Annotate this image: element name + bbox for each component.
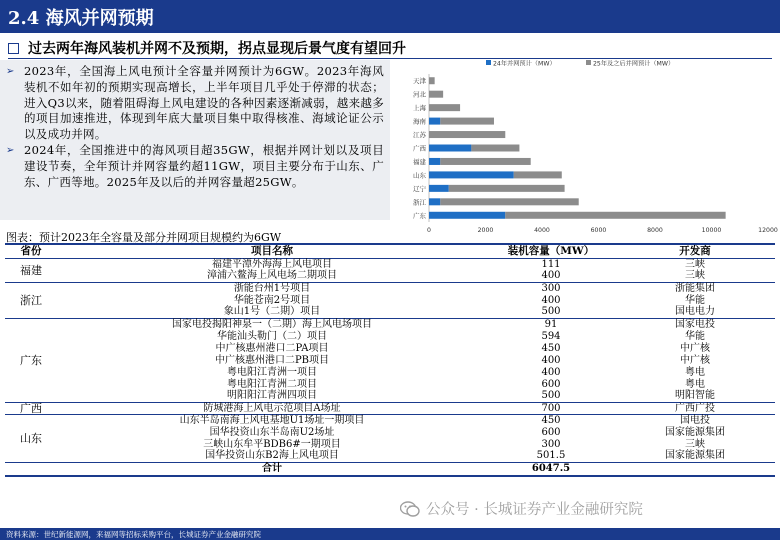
x-tick-label: 8000 <box>647 227 663 234</box>
capacity-cell: 400 <box>541 366 561 378</box>
square-bullet-icon <box>8 43 19 54</box>
legend-label: 25年及之后并网预计（MW） <box>593 60 675 68</box>
table-body <box>5 258 775 476</box>
developer-cell: 粤电 <box>685 378 705 390</box>
title-bar <box>0 0 780 33</box>
y-tick-label: 广东 <box>413 211 426 220</box>
bar-segment <box>429 118 440 125</box>
y-tick-label: 福建 <box>413 157 426 166</box>
project-cell: 华能汕头勒门（二）项目 <box>217 330 327 342</box>
legend-swatch <box>486 60 491 65</box>
legend-swatch <box>586 60 591 65</box>
project-cell: 华能苍南2号项目 <box>233 294 311 306</box>
developer-cell: 广西广投 <box>615 402 775 414</box>
capacity-cell: 400 <box>487 270 615 282</box>
y-tick-label: 广西 <box>413 144 426 153</box>
developer-cell: 国电投 <box>680 414 710 426</box>
table-row <box>5 402 775 414</box>
capacity-cell: 700 <box>487 402 615 414</box>
wechat-icon <box>400 501 420 517</box>
project-cell: 粤电阳江青洲二项目 <box>227 378 317 390</box>
table-row <box>5 390 775 402</box>
chart-svg <box>392 58 778 238</box>
developer-cell: 粤电 <box>685 366 705 378</box>
capacity-cell: 450 <box>541 414 561 426</box>
project-cell: 三峡山东牟平BDB6#一期项目 <box>203 438 341 450</box>
table-header-row <box>5 244 775 258</box>
x-tick-label: 12000 <box>758 227 778 234</box>
province-cell: 广西 <box>5 402 57 414</box>
total-value: 6047.5 <box>487 462 615 476</box>
capacity-cell: 300 <box>541 282 561 294</box>
y-tick-label: 河北 <box>413 90 426 99</box>
total-empty-cell <box>615 462 775 476</box>
bar-segment <box>429 171 514 178</box>
table-row <box>5 330 775 342</box>
capacity-cell: 600 <box>541 426 561 438</box>
total-label: 合计 <box>57 462 487 476</box>
y-tick-label: 江苏 <box>413 131 426 140</box>
project-table <box>5 243 775 477</box>
bullet-item <box>6 64 384 143</box>
x-tick-label: 2000 <box>477 227 494 234</box>
capacity-cell: 450 <box>541 342 561 354</box>
bar-segment <box>440 158 530 165</box>
table-row <box>5 414 775 426</box>
total-empty-cell <box>5 462 57 476</box>
bar-segment <box>505 212 725 219</box>
y-tick-label: 天津 <box>413 77 426 86</box>
bar-segment <box>429 77 435 84</box>
project-cell: 国华投资山东B2海上风电项目 <box>57 450 487 462</box>
header-developer: 开发商 <box>615 244 775 258</box>
capacity-cell: 400 <box>541 294 561 306</box>
header-capacity: 装机容量（MW） <box>487 244 615 258</box>
capacity-cell: 400 <box>541 354 561 366</box>
table-row <box>5 354 775 366</box>
developer-cell: 华能 <box>685 330 705 342</box>
project-cell: 明阳阳江青洲四项目 <box>57 390 487 402</box>
watermark-text: 公众号 · 长城证券产业金融研究院 <box>426 502 643 518</box>
province-cell: 山东 <box>5 414 57 462</box>
project-cell: 粤电阳江青洲一项目 <box>227 366 317 378</box>
table-row <box>5 306 775 318</box>
table-row <box>5 438 775 450</box>
watermark <box>400 498 643 519</box>
developer-cell: 浙能集团 <box>675 282 715 294</box>
capacity-cell: 500 <box>487 306 615 318</box>
developer-cell: 中广核 <box>680 354 710 366</box>
developer-cell: 华能 <box>685 294 705 306</box>
table-row <box>5 270 775 282</box>
project-table-wrap <box>5 243 775 477</box>
province-cell: 浙江 <box>5 282 57 318</box>
bar-segment <box>440 118 494 125</box>
footer-bar <box>0 528 780 540</box>
bar-segment <box>471 145 519 152</box>
project-cell: 中广核惠州港口二PB项目 <box>214 354 330 366</box>
table-row <box>5 378 775 390</box>
capacity-cell: 500 <box>487 390 615 402</box>
bar-segment <box>429 158 440 165</box>
y-tick-label: 辽宁 <box>413 184 426 193</box>
table-row <box>5 282 775 294</box>
table-row <box>5 342 775 354</box>
project-cell: 福建平潭外海海上风电项目 <box>212 258 332 270</box>
developer-cell: 国家能源集团 <box>615 450 775 462</box>
legend-label: 24年并网预计（MW） <box>493 60 556 68</box>
bar-chart <box>392 58 778 238</box>
text-panel <box>0 60 390 220</box>
developer-cell: 国家电投 <box>675 318 715 330</box>
developer-cell: 三峡 <box>615 270 775 282</box>
project-cell: 国华投资山东半岛南U2场址 <box>209 426 335 438</box>
project-cell: 中广核惠州港口二PA项目 <box>215 342 329 354</box>
bar-segment <box>429 185 449 192</box>
bullet-item <box>6 143 384 190</box>
capacity-cell: 600 <box>541 378 561 390</box>
developer-cell: 国家能源集团 <box>665 426 725 438</box>
province-cell: 福建 <box>5 258 57 282</box>
table-row <box>5 450 775 462</box>
y-tick-label: 浙江 <box>413 198 426 207</box>
subtitle-text: 过去两年海风装机并网不及预期，拐点显现后景气度有望回升 <box>28 41 406 57</box>
bar-segment <box>440 198 578 205</box>
x-tick-label: 4000 <box>534 227 550 234</box>
project-cell: 山东半岛南海上风电基地U1场址一期项目 <box>179 414 365 426</box>
bar-segment <box>429 145 471 152</box>
table-row <box>5 294 775 306</box>
source-note: 资料来源：世纪新能源网，来福网等招标采购平台，长城证券产业金融研究院 <box>6 530 261 539</box>
x-tick-label: 10000 <box>701 227 722 234</box>
bullet-text: 2023年，全国海上风电预计全容量并网预计为6GW。2023年海风装机不如年初的预期实现高增长，上半年项目几乎处于停滞的状态；进入Q3以来，随着阻碍海上风电建设的各种因素逐渐减弱，越来越多的项目加速推进，体现到年底大量项目集中取得核准、海域论证公示以及成功并网。 <box>24 64 384 142</box>
developer-cell: 三峡 <box>685 258 705 270</box>
bar-segment <box>429 212 505 219</box>
y-tick-label: 海南 <box>413 117 426 126</box>
capacity-cell: 501.5 <box>487 450 615 462</box>
capacity-cell: 111 <box>541 258 561 270</box>
project-cell: 防城港海上风电示范项目A场址 <box>57 402 487 414</box>
bar-segment <box>429 131 505 138</box>
section-subtitle <box>8 38 406 58</box>
table-row <box>5 426 775 438</box>
developer-cell: 中广核 <box>680 342 710 354</box>
bar-segment <box>429 91 443 98</box>
bar-segment <box>429 104 460 111</box>
developer-cell: 明阳智能 <box>615 390 775 402</box>
project-cell: 漳浦六鳌海上风电场二期项目 <box>57 270 487 282</box>
table-row <box>5 318 775 330</box>
capacity-cell: 91 <box>544 318 558 330</box>
header-project: 项目名称 <box>57 244 487 258</box>
bar-segment <box>449 185 565 192</box>
total-row <box>5 462 775 476</box>
table-caption: 图表：预计2023年全容量及部分并网项目规模约为6GW <box>6 231 282 244</box>
arrow-bullet-icon: ➢ <box>6 144 15 156</box>
x-tick-label: 0 <box>427 227 431 234</box>
bullet-text: 2024年，全国推进中的海风项目超35GW，根据并网计划以及项目建设节奏，全年预计并网容量约超11GW，项目主要分布于山东、广东、广西等地。2025年及以后的并网容量超25GW。 <box>24 142 384 189</box>
header-province: 省份 <box>5 244 57 258</box>
x-tick-label: 6000 <box>590 227 607 234</box>
table-row <box>5 258 775 270</box>
province-cell: 广东 <box>5 318 57 402</box>
project-cell: 国家电投揭阳神泉一（二期）海上风电场项目 <box>172 318 372 330</box>
y-tick-label: 上海 <box>413 104 426 113</box>
project-cell: 浙能台州1号项目 <box>233 282 311 294</box>
bar-segment <box>429 198 440 205</box>
table-row <box>5 366 775 378</box>
capacity-cell: 300 <box>541 438 561 450</box>
bar-segment <box>514 171 562 178</box>
project-cell: 象山1号（二期）项目 <box>57 306 487 318</box>
page-title: 2.4 海风并网预期 <box>8 7 154 29</box>
arrow-bullet-icon: ➢ <box>6 66 15 77</box>
capacity-cell: 594 <box>541 330 561 342</box>
developer-cell: 三峡 <box>685 438 705 450</box>
y-tick-label: 山东 <box>413 171 426 180</box>
developer-cell: 国电电力 <box>615 306 775 318</box>
